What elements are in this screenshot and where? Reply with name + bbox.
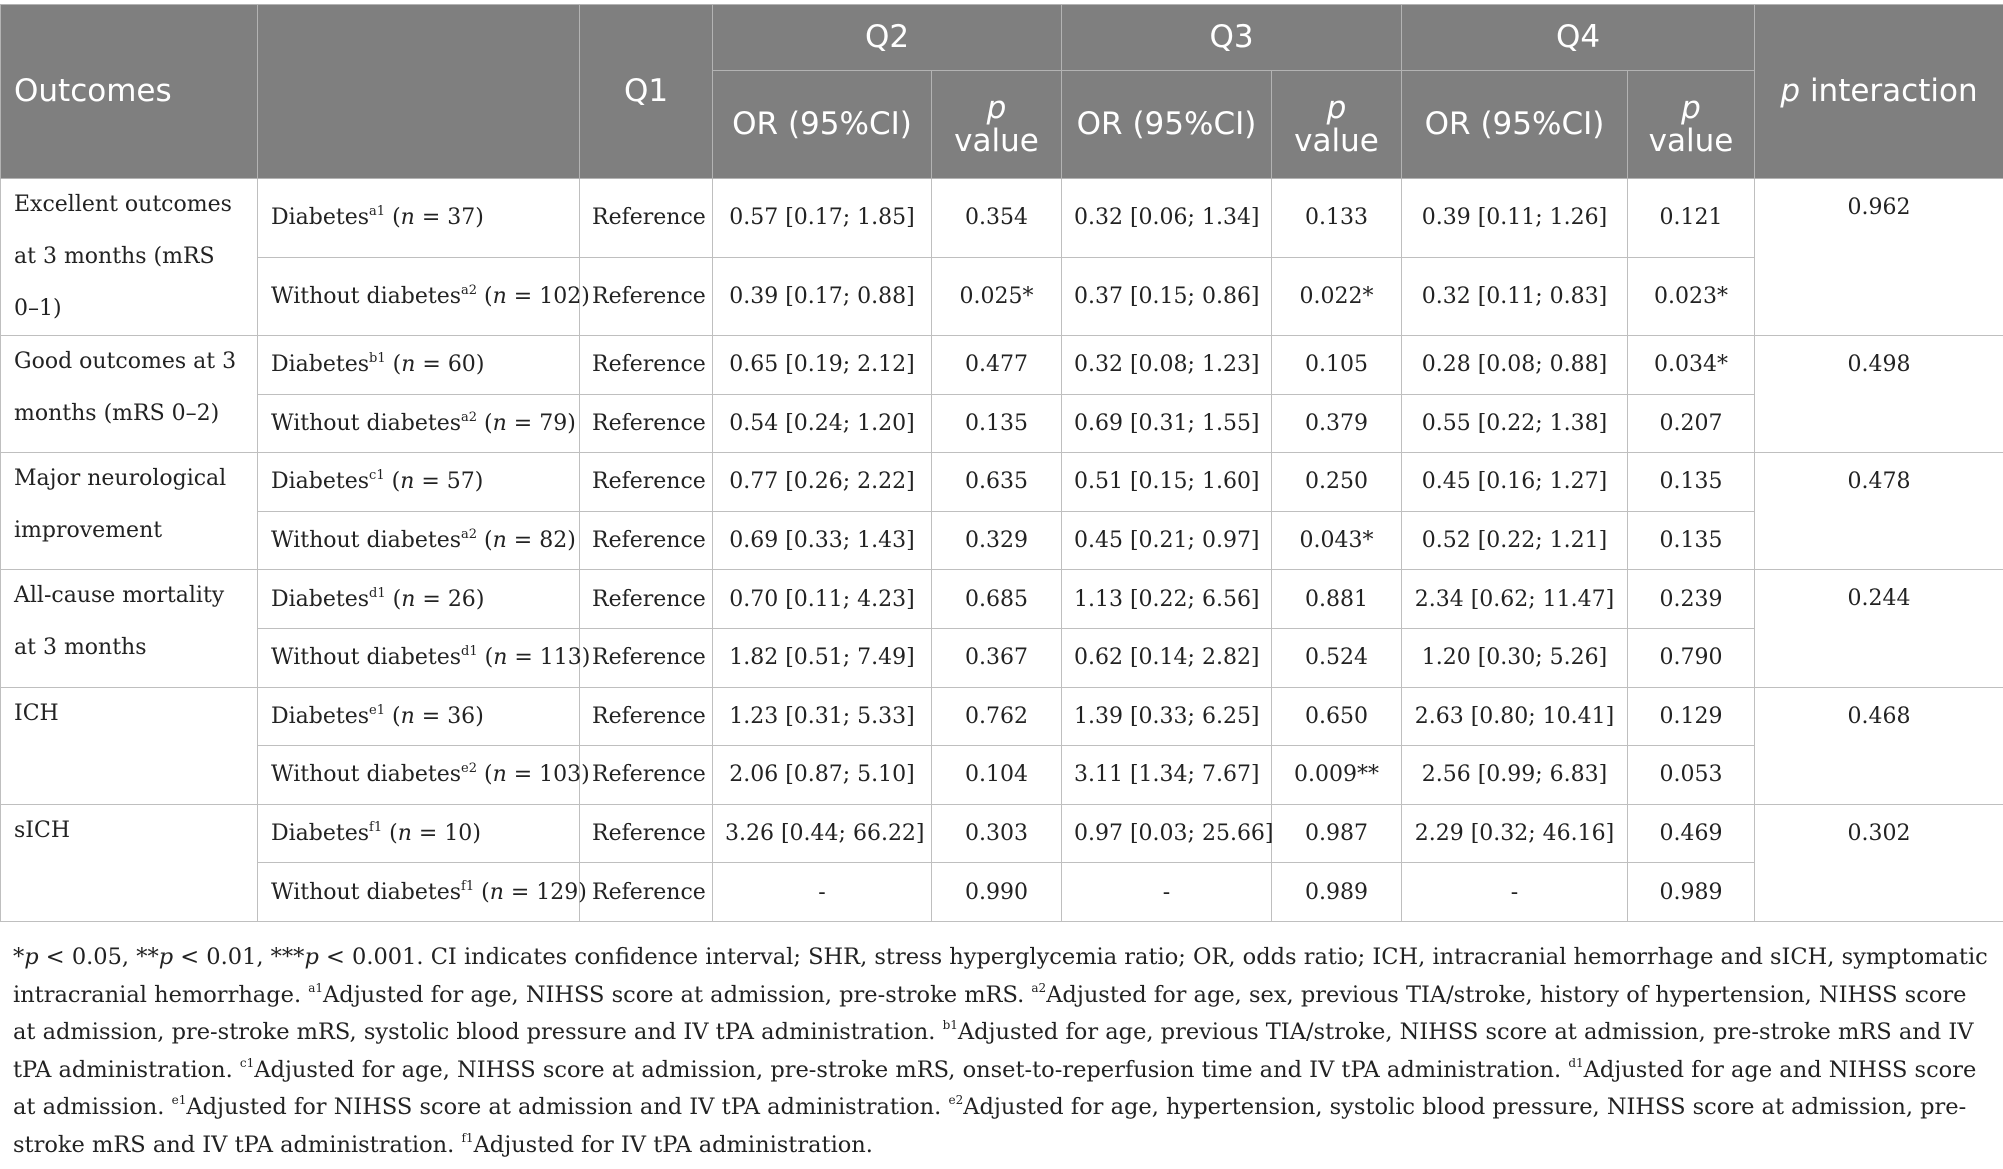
footnote-f1: Adjusted for IV tPA administration. [473, 1131, 873, 1158]
q4-or-cell: 2.29 [0.32; 46.16] [1402, 804, 1628, 863]
q2-p-cell: 0.354 [932, 179, 1062, 258]
group-label: Without diabetes [271, 528, 462, 554]
group-label: Diabetes [271, 703, 370, 729]
q3-p-cell: 0.987 [1272, 804, 1402, 863]
header-p-letter: p [1681, 89, 1701, 126]
n-value: 36 [447, 703, 476, 729]
q4-or-cell: 2.56 [0.99; 6.83] [1402, 746, 1628, 805]
footnote-a2: Adjusted for age, sex, previous TIA/stroke, history of hypertension, NIHSS score at admission, pre-stroke mRS, systolic blood pressure and IV tPA administration. [13, 981, 1967, 1045]
q3-or-cell: 0.32 [0.08; 1.23] [1062, 336, 1272, 395]
group-cell: Without diabetes$^{e2}$ (n = 103) [258, 746, 580, 805]
q4-or-cell: 0.28 [0.08; 0.88] [1402, 336, 1628, 395]
header-group [258, 5, 580, 179]
group-cell: Diabetes$^{c1}$ (n = 57) [258, 453, 580, 512]
footnote-e1: Adjusted for NIHSS score at admission and IV tPA administration. [186, 1094, 949, 1120]
header-q3-p [1272, 71, 1402, 179]
q1-cell: Reference [580, 511, 713, 570]
n-symbol: n [492, 410, 507, 436]
group-label: Without diabetes [271, 879, 462, 905]
header-q2: Q2 [713, 5, 1062, 71]
group-cell: Without diabetes$^{d1}$ (n = 113) [258, 628, 580, 687]
q4-p-cell: 0.034* [1628, 336, 1755, 395]
header-p-letter: p [1780, 73, 1801, 110]
q4-p-cell: 0.989 [1628, 863, 1755, 922]
group-label: Without diabetes [271, 762, 462, 788]
group-cell: Diabetes$^{a1}$ (n = 37) [258, 179, 580, 258]
results-table [0, 4, 2003, 922]
q1-cell: Reference [580, 257, 713, 336]
group-footnote-mark: a2 [461, 409, 478, 425]
q4-or-cell: 0.45 [0.16; 1.27] [1402, 453, 1628, 512]
n-symbol: n [492, 283, 507, 309]
outcome-cell: ICH [1, 687, 258, 804]
q2-p-cell: 0.135 [932, 394, 1062, 453]
header-value-word: value [1294, 122, 1379, 159]
table-row [1, 336, 2003, 395]
n-value: 57 [446, 469, 475, 495]
q4-p-cell: 0.053 [1628, 746, 1755, 805]
q4-or-cell: 2.34 [0.62; 11.47] [1402, 570, 1628, 629]
q3-or-cell: 0.62 [0.14; 2.82] [1062, 628, 1272, 687]
q2-or-cell: 2.06 [0.87; 5.10] [713, 746, 932, 805]
table-row [1, 863, 2003, 922]
q3-or-cell: 1.39 [0.33; 6.25] [1062, 687, 1272, 746]
group-cell: Without diabetes$^{f1}$ (n = 129) [258, 863, 580, 922]
q3-or-cell: 0.37 [0.15; 0.86] [1062, 257, 1272, 336]
q2-p-cell: 0.367 [932, 628, 1062, 687]
n-symbol: n [400, 469, 415, 495]
q3-p-cell: 0.009** [1272, 746, 1402, 805]
header-p-letter: p [1326, 89, 1347, 126]
group-label: Without diabetes [271, 283, 462, 309]
q4-or-cell: 0.52 [0.22; 1.21] [1402, 511, 1628, 570]
q3-or-cell: 3.11 [1.34; 7.67] [1062, 746, 1272, 805]
q2-p-cell: 0.685 [932, 570, 1062, 629]
p-interaction-cell: 0.498 [1755, 336, 2003, 453]
n-symbol: n [397, 821, 412, 847]
group-cell: Diabetes$^{b1}$ (n = 60) [258, 336, 580, 395]
q2-or-cell: 1.23 [0.31; 5.33] [713, 687, 932, 746]
header-q3-or: OR (95%CI) [1062, 71, 1272, 179]
q1-cell: Reference [580, 336, 713, 395]
q3-or-cell: 0.69 [0.31; 1.55] [1062, 394, 1272, 453]
header-q1: Q1 [580, 5, 713, 179]
q3-p-cell: 0.524 [1272, 628, 1402, 687]
p-interaction-cell: 0.302 [1755, 804, 2003, 921]
q4-or-cell: 0.55 [0.22; 1.38] [1402, 394, 1628, 453]
q2-or-cell: 0.57 [0.17; 1.85] [713, 179, 932, 258]
n-value: 129 [536, 879, 579, 905]
q1-cell: Reference [580, 863, 713, 922]
p-interaction-cell: 0.962 [1755, 179, 2003, 336]
p-interaction-cell: 0.478 [1755, 453, 2003, 570]
n-value: 10 [444, 821, 473, 847]
group-footnote-mark: f1 [369, 820, 383, 836]
header-q3: Q3 [1062, 5, 1402, 71]
header-q2-or: OR (95%CI) [713, 71, 932, 179]
footnote-p-symbol: p [158, 944, 174, 970]
header-value-word: value [954, 122, 1039, 159]
table-row [1, 179, 2003, 258]
n-value: 26 [447, 586, 476, 612]
q3-or-cell: 0.45 [0.21; 0.97] [1062, 511, 1272, 570]
n-symbol: n [492, 528, 507, 554]
q4-or-cell: 0.39 [0.11; 1.26] [1402, 179, 1628, 258]
footnote-text: < 0.05, ** [38, 944, 159, 970]
q3-or-cell: 1.13 [0.22; 6.56] [1062, 570, 1272, 629]
group-label: Diabetes [271, 205, 370, 231]
table-row [1, 257, 2003, 336]
q4-or-cell: 0.32 [0.11; 0.83] [1402, 257, 1628, 336]
group-footnote-mark: a2 [461, 527, 478, 543]
group-footnote-mark: c1 [369, 468, 385, 484]
q2-or-cell: 1.82 [0.51; 7.49] [713, 628, 932, 687]
q1-cell: Reference [580, 570, 713, 629]
group-footnote-mark: d1 [461, 644, 478, 660]
footnote-p-symbol: p [304, 944, 319, 970]
n-symbol: n [401, 352, 416, 378]
header-outcomes: Outcomes [1, 5, 258, 179]
n-value: 102 [539, 283, 582, 309]
q3-p-cell: 0.989 [1272, 863, 1402, 922]
p-interaction-cell: 0.244 [1755, 570, 2003, 687]
q4-p-cell: 0.469 [1628, 804, 1755, 863]
outcome-cell: All-cause mortality at 3 months [1, 570, 258, 687]
q2-or-cell: 0.77 [0.26; 2.22] [713, 453, 932, 512]
n-symbol: n [492, 762, 507, 788]
group-cell: Without diabetes$^{a2}$ (n = 82) [258, 511, 580, 570]
q2-or-cell: 0.65 [0.19; 2.12] [713, 336, 932, 395]
q3-or-cell: 0.32 [0.06; 1.34] [1062, 179, 1272, 258]
q3-p-cell: 0.043* [1272, 511, 1402, 570]
q4-p-cell: 0.135 [1628, 453, 1755, 512]
q4-p-cell: 0.239 [1628, 570, 1755, 629]
group-cell: Without diabetes$^{a2}$ (n = 79) [258, 394, 580, 453]
group-label: Diabetes [271, 821, 370, 847]
outcome-cell: sICH [1, 804, 258, 921]
n-value: 82 [539, 528, 568, 554]
group-cell: Diabetes$^{e1}$ (n = 36) [258, 687, 580, 746]
n-symbol: n [401, 586, 416, 612]
q2-p-cell: 0.635 [932, 453, 1062, 512]
n-value: 37 [447, 205, 476, 231]
footnote-c1: Adjusted for age, NIHSS score at admission, pre-stroke mRS, onset-to-reperfusion time and IV tPA administration. [254, 1056, 1569, 1083]
n-symbol: n [400, 703, 415, 729]
footnote-b1: Adjusted for age, previous TIA/stroke, NIHSS score at admission, pre-stroke mRS and IV tPA administration. [13, 1019, 1974, 1083]
n-symbol: n [493, 645, 508, 671]
q2-p-cell: 0.990 [932, 863, 1062, 922]
table-row [1, 453, 2003, 512]
outcome-cell: Excellent outcomes at 3 months (mRS 0–1) [1, 179, 258, 336]
group-footnote-mark: f1 [461, 878, 475, 894]
header-q4: Q4 [1402, 5, 1755, 71]
group-cell: Diabetes$^{f1}$ (n = 10) [258, 804, 580, 863]
q1-cell: Reference [580, 804, 713, 863]
footnote-e2: Adjusted for age, hypertension, systolic blood pressure, NIHSS score at admission, pre-stroke mRS and IV tPA administration. [13, 1094, 1967, 1158]
header-p-letter: p [986, 89, 1007, 126]
footnote-p-symbol: p [24, 944, 39, 970]
q4-or-cell: 1.20 [0.30; 5.26] [1402, 628, 1628, 687]
q2-p-cell: 0.477 [932, 336, 1062, 395]
footnote-d1: Adjusted for age and NIHSS score at admission. [13, 1056, 1977, 1120]
group-label: Diabetes [271, 586, 370, 612]
table-row [1, 804, 2003, 863]
q2-or-cell: 0.69 [0.33; 1.43] [713, 511, 932, 570]
n-symbol: n [489, 879, 504, 905]
n-value: 103 [539, 762, 582, 788]
q1-cell: Reference [580, 394, 713, 453]
table-row [1, 394, 2003, 453]
group-label: Without diabetes [271, 410, 462, 436]
q3-p-cell: 0.105 [1272, 336, 1402, 395]
header-q4-p [1628, 71, 1755, 179]
q2-p-cell: 0.303 [932, 804, 1062, 863]
table-row [1, 687, 2003, 746]
q2-or-cell: 0.70 [0.11; 4.23] [713, 570, 932, 629]
footnote-a1: Adjusted for age, NIHSS score at admission, pre-stroke mRS. [323, 981, 1032, 1008]
group-footnote-mark: e2 [461, 761, 477, 777]
q2-or-cell: 0.54 [0.24; 1.20] [713, 394, 932, 453]
table-footnote: *p < 0.05, **p < 0.01, ***p < 0.001. CI indicates confidence interval; SHR, stress hyperglycemia ratio; OR, odds ratio; ICH, intracranial hemorrhage and sICH, symptomatic intracranial hemorrhage. $^{a1}$Adjusted for age, NIHSS score at admission, pre-stroke mRS. $^{a2}$Adjusted for age, sex, previous TIA/stroke, history of hypertension, NIHSS score at admission, pre-stroke mRS, systolic blood pressure and IV tPA administration. $^{b1}$Adjusted for age, previous TIA/stroke, NIHSS score at admission, pre-stroke mRS and IV tPA administration. $^{c1}$Adjusted for age, NIHSS score at admission, pre-stroke mRS, onset-to-reperfusion time and IV tPA administration. $^{d1}$Adjusted for age and NIHSS score at admission. $^{e1}$Adjusted for NIHSS score at admission and IV tPA administration. $^{e2}$Adjusted for age, hypertension, systolic blood pressure, NIHSS score at admission, pre-stroke mRS and IV tPA administration. $^{f1}$Adjusted for IV tPA administration. [13, 944, 1988, 1158]
q2-p-cell: 0.025* [932, 257, 1062, 336]
header-value-word: value [1648, 122, 1734, 159]
group-label: Diabetes [271, 469, 370, 495]
group-cell: Without diabetes$^{a2}$ (n = 102) [258, 257, 580, 336]
q2-p-cell: 0.104 [932, 746, 1062, 805]
q4-p-cell: 0.790 [1628, 628, 1755, 687]
q3-p-cell: 0.650 [1272, 687, 1402, 746]
footnote-text: < 0.01, *** [173, 944, 305, 970]
group-footnote-mark: b1 [369, 351, 386, 367]
p-interaction-cell: 0.468 [1755, 687, 2003, 804]
outcome-cell: Good outcomes at 3 months (mRS 0–2) [1, 336, 258, 453]
n-symbol: n [400, 205, 415, 231]
group-footnote-mark: e1 [369, 702, 386, 718]
q3-p-cell: 0.881 [1272, 570, 1402, 629]
header-q2-p [932, 71, 1062, 179]
q2-p-cell: 0.762 [932, 687, 1062, 746]
q4-p-cell: 0.207 [1628, 394, 1755, 453]
n-value: 79 [539, 410, 568, 436]
q2-or-cell: 3.26 [0.44; 66.22] [713, 804, 932, 863]
q1-cell: Reference [580, 687, 713, 746]
q4-p-cell: 0.135 [1628, 511, 1755, 570]
table-row [1, 746, 2003, 805]
outcome-cell: Major neurological improvement [1, 453, 258, 570]
q1-cell: Reference [580, 179, 713, 258]
q3-p-cell: 0.022* [1272, 257, 1402, 336]
q4-or-cell: 2.63 [0.80; 10.41] [1402, 687, 1628, 746]
q3-or-cell: - [1062, 863, 1272, 922]
header-q4-or: OR (95%CI) [1402, 71, 1628, 179]
table-header [1, 5, 2003, 179]
q1-cell: Reference [580, 453, 713, 512]
group-label: Diabetes [271, 352, 370, 378]
n-value: 113 [539, 645, 582, 671]
q3-or-cell: 0.97 [0.03; 25.66] [1062, 804, 1272, 863]
table-body [1, 179, 2003, 922]
table-row [1, 628, 2003, 687]
q4-p-cell: 0.129 [1628, 687, 1755, 746]
q4-p-cell: 0.023* [1628, 257, 1755, 336]
group-footnote-mark: a2 [461, 282, 478, 298]
table-row [1, 570, 2003, 629]
q3-p-cell: 0.133 [1272, 179, 1402, 258]
q3-p-cell: 0.379 [1272, 394, 1402, 453]
header-interaction-word: interaction [1809, 73, 1978, 110]
q3-p-cell: 0.250 [1272, 453, 1402, 512]
table-row [1, 511, 2003, 570]
header-p-interaction [1755, 5, 2003, 179]
n-value: 60 [447, 352, 476, 378]
footnote-text: < 0.001. CI indicates confidence interval; SHR, stress hyperglycemia ratio; OR, odds ratio; ICH, intracranial hemorrhage and sICH, symptomatic intracranial hemorrhage. [13, 944, 1988, 1008]
group-footnote-mark: d1 [369, 585, 386, 601]
q4-or-cell: - [1402, 863, 1628, 922]
group-label: Without diabetes [271, 645, 462, 671]
q2-or-cell: 0.39 [0.17; 0.88] [713, 257, 932, 336]
q4-p-cell: 0.121 [1628, 179, 1755, 258]
q1-cell: Reference [580, 628, 713, 687]
q1-cell: Reference [580, 746, 713, 805]
group-cell: Diabetes$^{d1}$ (n = 26) [258, 570, 580, 629]
q2-p-cell: 0.329 [932, 511, 1062, 570]
q3-or-cell: 0.51 [0.15; 1.60] [1062, 453, 1272, 512]
q2-or-cell: - [713, 863, 932, 922]
group-footnote-mark: a1 [369, 204, 386, 220]
